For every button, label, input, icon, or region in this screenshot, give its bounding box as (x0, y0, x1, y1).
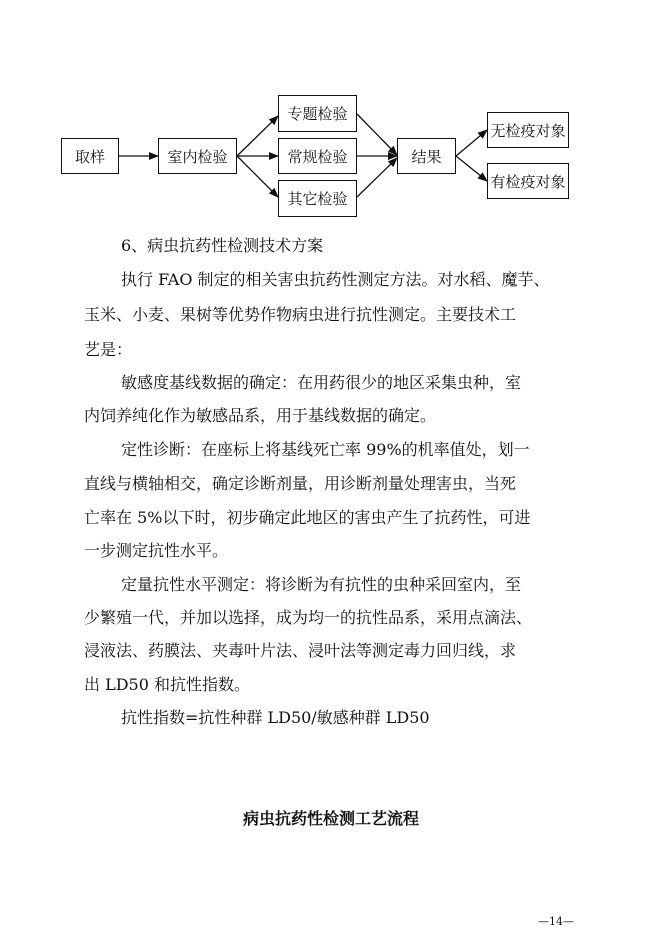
box-has-quarantine-object: 有检疫对象 (487, 163, 569, 199)
text-line: 艺是： (84, 340, 133, 359)
box-indoor-inspection: 室内检验 (158, 138, 237, 174)
text-line: 出 LD50 和抗性指数。 (84, 675, 250, 694)
text-line: 敏感度基线数据的确定：在用药很少的地区采集虫种，室 (121, 373, 522, 392)
text-line: 直线与横轴相交，确定诊断剂量，用诊断剂量处理害虫，当死 (84, 474, 517, 493)
box-result: 结果 (397, 138, 456, 174)
arrow-indoor-to-other (237, 156, 278, 197)
text-line: 玉米、小麦、果树等优势作物病虫进行抗性测定。主要技术工 (84, 305, 517, 324)
box-other-inspection: 其它检验 (278, 180, 357, 217)
text-line: 内饲养纯化作为敏感品系，用于基线数据的确定。 (84, 406, 437, 425)
box-routine-inspection: 常规检验 (278, 138, 357, 174)
section-heading: 6、病虫抗药性检测技术方案 (121, 236, 324, 255)
text-line: 定量抗性水平测定：将诊断为有抗性的虫种采回室内，至 (121, 575, 522, 594)
text-line: 执行 FAO 制定的相关害虫抗药性测定方法。对水稻、魔芋、 (121, 270, 550, 289)
arrow-special-to-result (357, 114, 397, 155)
text-line: 一步测定抗性水平。 (84, 541, 229, 560)
box-sampling: 取样 (61, 138, 119, 174)
text-line: 少繁殖一代，并加以选择，成为均一的抗性品系，采用点滴法、 (84, 608, 533, 627)
arrow-other-to-result (357, 158, 397, 197)
text-line: 亡率在 5%以下时，初步确定此地区的害虫产生了抗药性，可进 (84, 508, 531, 527)
caption-title: 病虫抗药性检测工艺流程 (242, 809, 419, 828)
arrow-indoor-to-special (237, 116, 278, 156)
text-line: 浸液法、药膜法、夹毒叶片法、浸叶法等测定毒力回归线，求 (84, 641, 517, 660)
arrow-result-to-has-quarantine (456, 156, 487, 181)
page-number: —14— (538, 915, 574, 928)
box-no-quarantine-object: 无检疫对象 (487, 112, 569, 148)
text-line: 定性诊断：在座标上将基线死亡率 99%的机率值处，划一 (121, 440, 530, 459)
arrow-result-to-no-quarantine (456, 130, 487, 156)
box-special-inspection: 专题检验 (278, 95, 357, 132)
text-line: 抗性指数=抗性种群 LD50/敏感种群 LD50 (121, 708, 430, 727)
